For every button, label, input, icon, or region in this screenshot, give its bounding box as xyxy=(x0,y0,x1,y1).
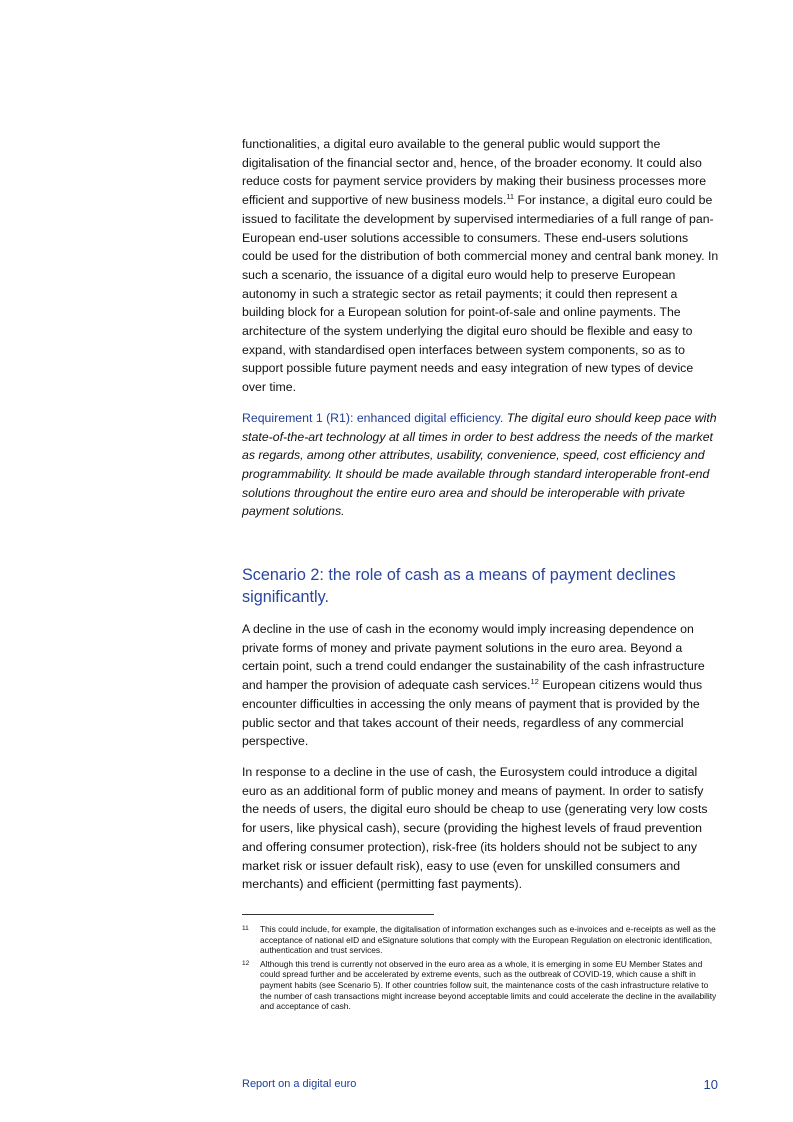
main-content xyxy=(242,135,720,906)
section-heading-scenario-2: Scenario 2: the role of cash as a means of payment declines significantly. xyxy=(242,566,676,607)
paragraph-cash-decline xyxy=(242,620,720,751)
footnotes xyxy=(242,924,720,1015)
footnote-number: 11 xyxy=(242,925,249,932)
footnote-ref-11[interactable]: 11 xyxy=(506,192,515,202)
footnote-ref-12[interactable]: 12 xyxy=(530,677,539,687)
paragraph-text: For instance, a digital euro could be issued to facilitate the development by supervised intermediaries of a full range of pan-European end-user solutions accessible to consumers. These end-users solutions could be used for the distribution of both commercial money and central bank money. In such a scenario, the issuance of a digital euro would help to preserve European autonomy in such a strategic sector as retail payments; it could then represent a building block for a European solution for point-of-sale and online payments. The architecture of the system underlying the digital euro should be flexible and easy to expand, with standardised open interfaces between system components, so as to support possible future payment needs and easy integration of new types of device over time. xyxy=(242,193,719,395)
footer-report-title: Report on a digital euro xyxy=(242,1078,357,1090)
page-number: 10 xyxy=(703,1077,718,1092)
paragraph-eurosystem-response: In response to a decline in the use of cash, the Eurosystem could introduce a digital euro as an additional form of public money and means of payment. In order to satisfy the needs of users, the digital euro should be cheap to use (generating very low costs for users, like physical cash), secure (providing the highest levels of fraud prevention and offering consumer protection), risk-free (its holders should not be subject to any market risk or issuer default risk), easy to use (even for unskilled consumers and merchants) and efficient (permitting fast payments). xyxy=(242,764,708,892)
paragraph-text: A decline in the use of cash in the economy would imply increasing dependence on private forms of money and private payment solutions in the euro area. Beyond a certain point, such a trend could endanger the sustainability of the cash infrastructure and hamper the provision of adequate cash services. xyxy=(242,622,705,693)
requirement-r1 xyxy=(242,409,720,521)
footnote-divider xyxy=(242,914,434,915)
requirement-label: Requirement 1 (R1): enhanced digital efficiency. xyxy=(242,410,504,425)
footnote-text: Although this trend is currently not observed in the euro area as a whole, it is emerging in some EU Member States and could spread further and be accelerated by extreme events, such as the outbreak of COVID-19, which cause a shift in payment habits (see Scenario 5). If other countries follow suit, the maintenance costs of the cash infrastructure relative to the number of cash transactions might increase beyond acceptable limits and could accelerate the decline in the availability and acceptance of cash. xyxy=(260,958,717,1012)
paragraph-digital-efficiency xyxy=(242,135,720,397)
paragraph-text: European citizens would thus encounter difficulties in accessing the only means of payment that is provided by the public sector and that takes account of their needs, regardless of any commercial perspective. xyxy=(242,678,703,749)
footnote-text: This could include, for example, the digitalisation of information exchanges such as e-invoices and e-receipts as well as the acceptance of national eID and eSignature solutions that comply with the European Regulation on electronic identification, authentication and trust services. xyxy=(260,924,716,956)
requirement-text: The digital euro should keep pace with state-of-the-art technology at all times in order to best address the needs of the market as regards, among other attributes, usability, convenience, speed, cost efficiency and programmability. It should be made available through standard interoperable front-end solutions throughout the entire euro area and should be interoperable with private payment solutions. xyxy=(242,410,717,519)
footnote-number: 12 xyxy=(242,959,250,967)
footnote-11 xyxy=(242,924,720,956)
paragraph-text: functionalities, a digital euro available to the general public would support the digitalisation of the financial sector and, hence, of the broader economy. It could also reduce costs for payment service providers by making their business processes more efficient and supportive of new business models. xyxy=(242,137,707,208)
footnote-12 xyxy=(242,959,720,1012)
